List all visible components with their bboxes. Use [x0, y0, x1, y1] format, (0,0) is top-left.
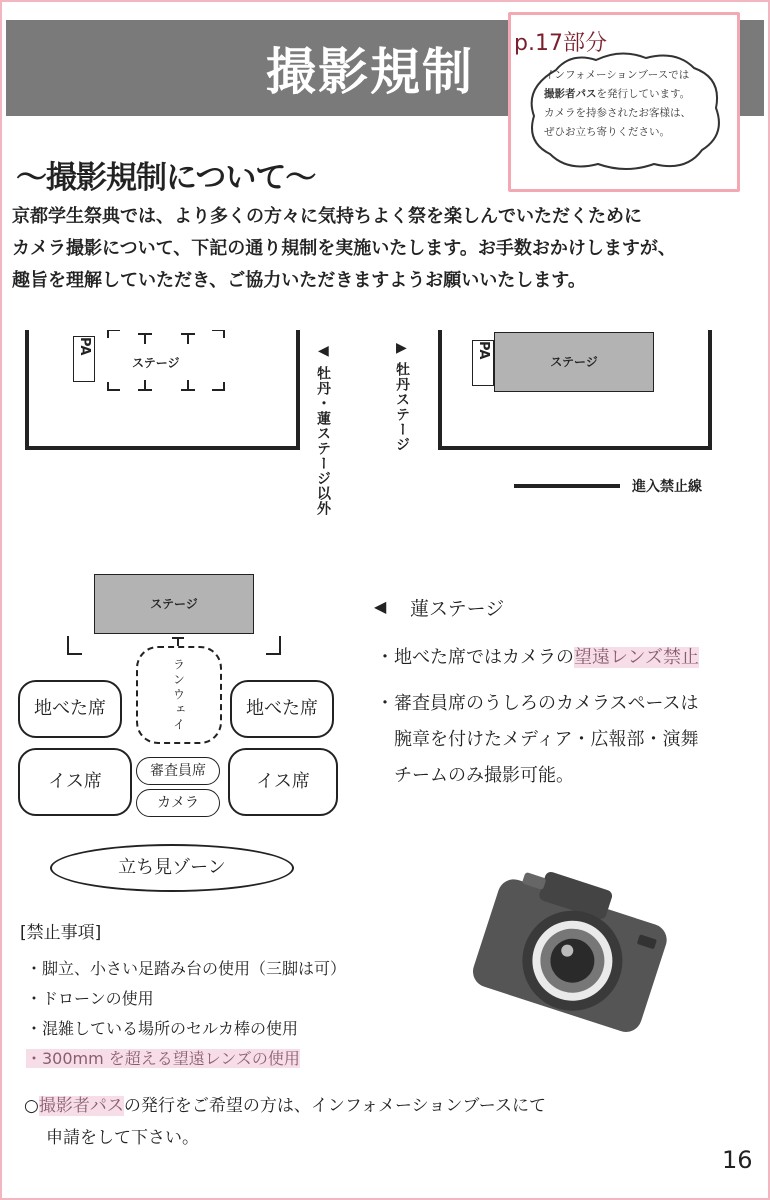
no-entry-line-label: 進入禁止線 — [632, 479, 702, 495]
note-line-3: カメラを持参されたお客様は、 — [544, 107, 691, 119]
page-number: 16 — [722, 1146, 753, 1174]
prohibited-item-4 — [26, 1044, 346, 1074]
runway-zone — [136, 646, 222, 744]
footer-line-1-rest: の発行をご希望の方は、インフォメーションブースにて — [123, 1096, 546, 1116]
page-reference-tag: p.17部分 — [514, 31, 607, 56]
lotus-rule-2-line-1: ・審査員席のうしろのカメラスペースは — [376, 693, 699, 714]
intro-line-3: 趣旨を理解していただき、ご協力いただきますようお願いいたします。 — [12, 270, 586, 291]
caption-botan-stage: 牡丹ステージ — [394, 362, 410, 452]
stage-label-left: ステージ — [132, 356, 180, 370]
stage-label-right: ステージ — [550, 355, 598, 369]
footer-pass-highlight: 撮影者パス — [38, 1096, 124, 1116]
note-text — [544, 66, 714, 142]
footer-line-2: 申請をして下さい。 — [46, 1128, 199, 1148]
lotus-rule-1-text: ・地べた席ではカメラの — [376, 647, 574, 668]
floor-seat-right: 地べた席 — [230, 680, 334, 738]
lotus-rule-2-line-2: 腕章を付けたメディア・広報部・演舞 — [394, 729, 699, 750]
intro-line-1: 京都学生祭典では、より多くの方々に気持ちよく祭を楽しんでいただくために — [12, 206, 642, 227]
botan-stage-block — [494, 332, 654, 392]
note-line-2 — [544, 85, 714, 104]
camera-illustration — [464, 856, 680, 1042]
lotus-rule-2 — [376, 686, 699, 794]
floor-seat-left: 地べた席 — [18, 680, 122, 738]
section-subtitle: ～撮影規制について～ — [16, 160, 316, 196]
pa-label-right: PA — [476, 341, 491, 360]
runway-label: ランウェイ — [171, 658, 186, 733]
footer-note — [24, 1090, 546, 1154]
chair-seat-left: イス席 — [18, 748, 132, 816]
prohibited-item-3: ・混雑している場所のセルカ棒の使用 — [26, 1019, 299, 1038]
note-line-2-rest: を発行しています。 — [596, 88, 691, 100]
lotus-heading: 蓮ステージ — [410, 598, 505, 620]
footer-line-1 — [24, 1090, 546, 1122]
intro-paragraph — [12, 201, 752, 297]
footer-circle-mark: ○ — [24, 1096, 39, 1116]
note-line-1: インフォメーションブースでは — [544, 69, 690, 81]
standing-zone: 立ち見ゾーン — [50, 844, 294, 892]
lotus-stage-block — [94, 574, 254, 634]
prohibited-item-1: ・脚立、小さい足踏み台の使用（三脚は可） — [26, 959, 347, 978]
page-title: 撮影規制 — [266, 43, 474, 101]
prohibited-item-2: ・ドローンの使用 — [26, 989, 154, 1008]
right-triangle-icon: ▶ — [396, 340, 407, 356]
intro-line-2: カメラ撮影について、下記の通り規制を実施いたします。お手数おかけしますが、 — [12, 238, 676, 259]
chair-seat-right: イス席 — [228, 748, 338, 816]
lotus-rule-2-line-3: チームのみ撮影可能。 — [394, 765, 574, 786]
lotus-triangle-icon: ◀ — [374, 597, 387, 616]
pa-booth-right — [472, 340, 494, 386]
prohibited-item-4-highlight: ・300mm を超える望遠レンズの使用 — [26, 1049, 300, 1068]
lotus-rule-1 — [376, 640, 699, 676]
note-line-2-bold: 撮影者パス — [544, 88, 597, 100]
diagram-other-stages — [20, 330, 310, 460]
prohibited-heading: [禁止事項] — [20, 923, 102, 943]
caption-other-stages: 牡丹・蓮ステージ以外 — [315, 366, 331, 516]
camera-space: カメラ — [136, 789, 220, 817]
note-line-4: ぜひお立ち寄りください。 — [544, 126, 670, 138]
pa-booth-left — [73, 336, 95, 382]
judges-seat: 審査員席 — [136, 757, 220, 785]
lotus-stage-label: ステージ — [150, 597, 198, 611]
pa-label-left: PA — [77, 337, 92, 356]
lotus-rule-1-highlight: 望遠レンズ禁止 — [574, 647, 700, 668]
left-triangle-icon: ◀ — [318, 343, 329, 359]
prohibited-list — [26, 954, 346, 1074]
